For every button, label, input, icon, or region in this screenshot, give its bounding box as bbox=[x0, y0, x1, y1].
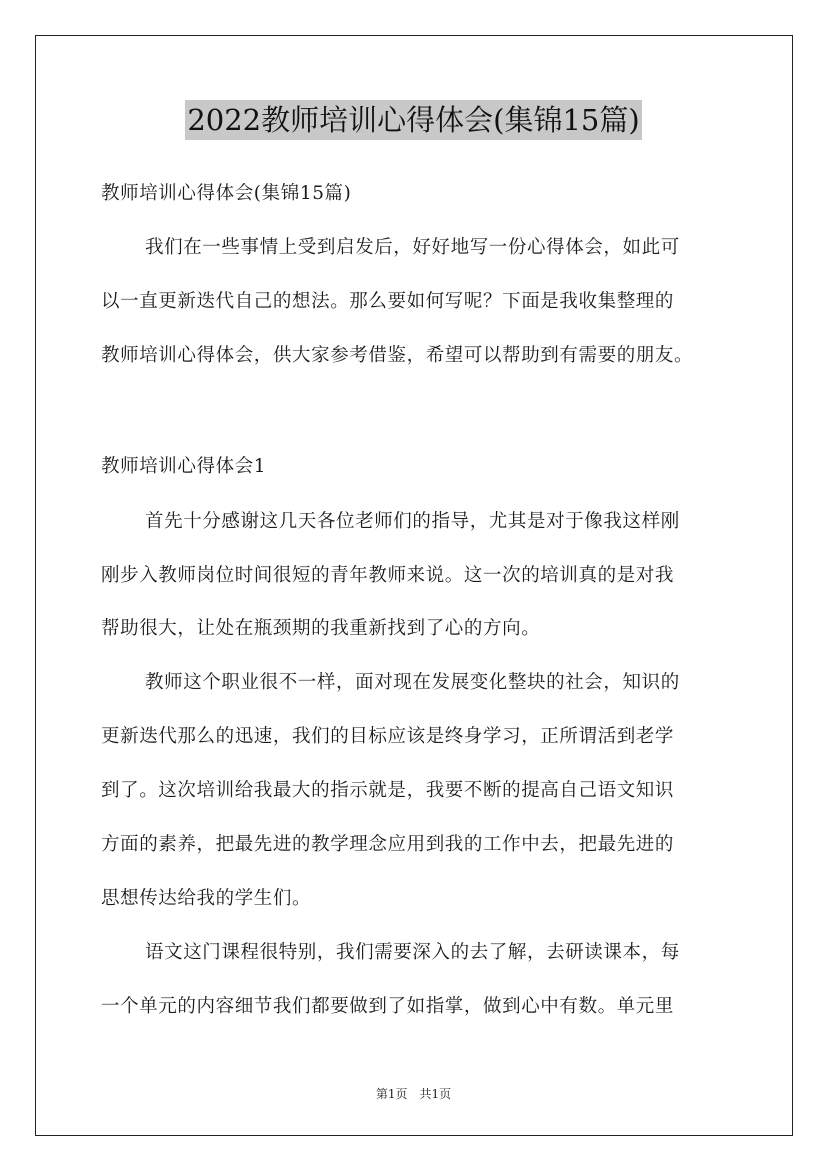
paragraph3-line: 语文这门课程很特别，我们需要深入的去了解，去研读课本，每 bbox=[145, 942, 680, 963]
document-title: 2022教师培训心得体会(集锦15篇) bbox=[185, 100, 641, 140]
section-heading: 教师培训心得体会1 bbox=[101, 456, 267, 477]
page-number-total: 共1页 bbox=[419, 1087, 452, 1101]
paragraph2-line: 方面的素养，把最先进的教学理念应用到我的工作中去，把最先进的 bbox=[101, 834, 675, 855]
paragraph2-line: 到了。这次培训给我最大的指示就是，我要不断的提高自己语文知识 bbox=[101, 780, 675, 801]
intro-line: 以一直更新迭代自己的想法。那么要如何写呢？下面是我收集整理的 bbox=[101, 291, 675, 312]
page-footer bbox=[0, 1086, 827, 1102]
title-container bbox=[0, 100, 827, 140]
paragraph1-line: 首先十分感谢这几天各位老师们的指导，尤其是对于像我这样刚 bbox=[145, 511, 680, 532]
document-subtitle: 教师培训心得体会(集锦15篇) bbox=[101, 183, 352, 204]
paragraph2-line: 思想传达给我的学生们。 bbox=[101, 888, 312, 909]
paragraph3-line: 一个单元的内容细节我们都要做到了如指掌，做到心中有数。单元里 bbox=[101, 996, 675, 1017]
paragraph1-line: 刚步入教师岗位时间很短的青年教师来说。这一次的培训真的是对我 bbox=[101, 565, 675, 586]
paragraph2-line: 更新迭代那么的迅速，我们的目标应该是终身学习，正所谓活到老学 bbox=[101, 726, 675, 747]
page-number-current: 第1页 bbox=[375, 1087, 408, 1101]
paragraph1-line: 帮助很大，让处在瓶颈期的我重新找到了心的方向。 bbox=[101, 618, 541, 639]
intro-line: 教师培训心得体会，供大家参考借鉴，希望可以帮助到有需要的朋友。 bbox=[101, 345, 694, 366]
paragraph2-line: 教师这个职业很不一样，面对现在发展变化整块的社会，知识的 bbox=[145, 672, 680, 693]
intro-line: 我们在一些事情上受到启发后，好好地写一份心得体会，如此可 bbox=[145, 237, 680, 258]
